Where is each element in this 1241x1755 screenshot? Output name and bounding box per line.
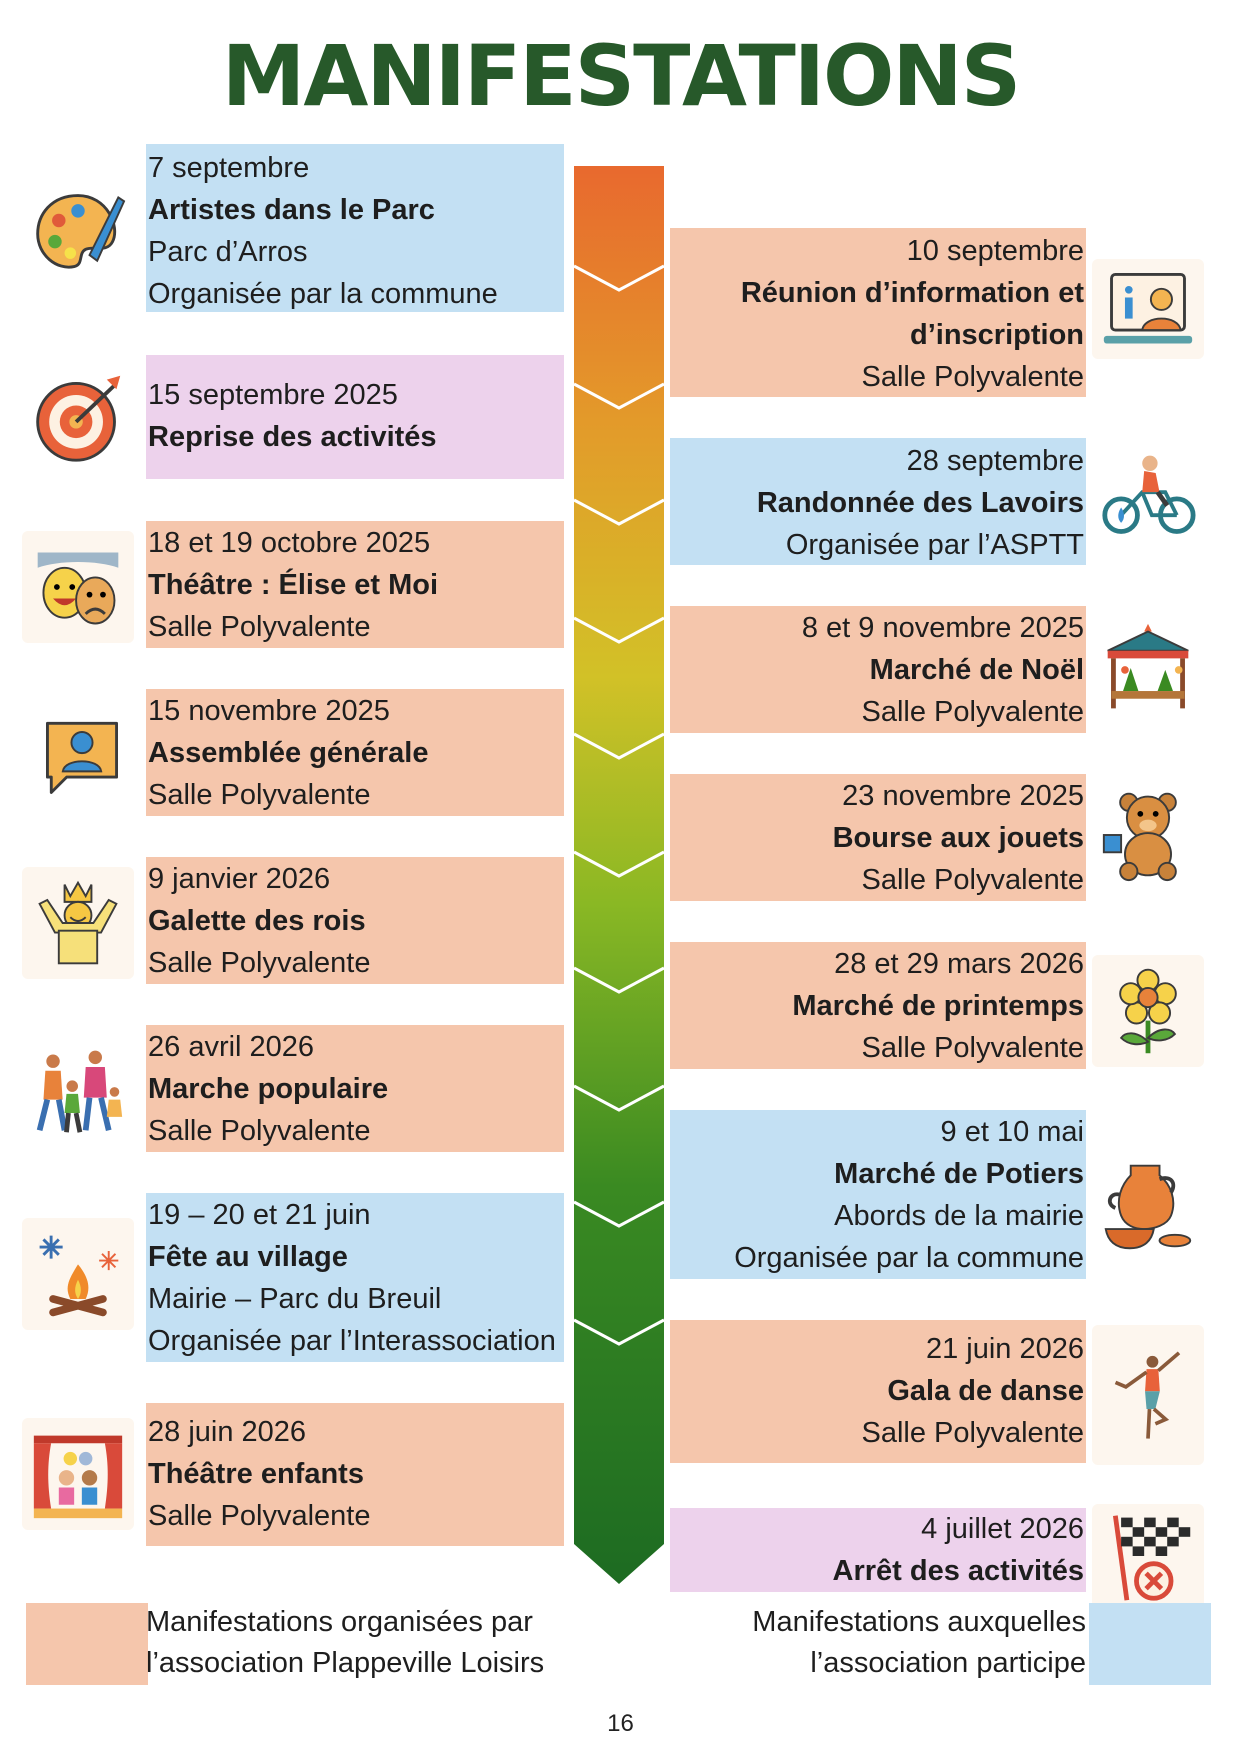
flower-icon <box>1092 955 1204 1067</box>
legend-organised-line-2: l’association Plappeville Loisirs <box>146 1647 545 1679</box>
legend-participates <box>752 1602 1086 1684</box>
event-place: Salle Polyvalente <box>148 1115 371 1147</box>
event-name: Randonnée des Lavoirs <box>756 487 1084 519</box>
page-number: 16 <box>607 1710 634 1737</box>
theatre-masks-icon <box>22 531 134 643</box>
event-place: Salle Polyvalente <box>148 947 371 979</box>
event-date: 15 septembre 2025 <box>148 379 398 411</box>
event-name: Artistes dans le Parc <box>148 194 435 226</box>
event-organiser: Organisée par l’ASPTT <box>785 529 1084 561</box>
event-place: Salle Polyvalente <box>148 779 371 811</box>
event-name: Arrêt des activités <box>832 1555 1084 1587</box>
event-marche-populaire <box>146 1025 564 1152</box>
event-theatre-enfants <box>146 1403 564 1546</box>
legend-organised <box>146 1602 544 1684</box>
event-date: 28 et 29 mars 2026 <box>834 948 1084 980</box>
event-randonnee-des-lavoirs <box>670 438 1086 565</box>
event-marche-de-printemps <box>670 942 1086 1069</box>
page-title: MANIFESTATIONS <box>221 27 1020 125</box>
family-walk-icon <box>22 1034 134 1146</box>
event-name-line-2: d’inscription <box>910 319 1084 351</box>
event-name: Marché de printemps <box>792 990 1084 1022</box>
event-date: 21 juin 2026 <box>925 1333 1084 1365</box>
event-date: 4 juillet 2026 <box>921 1513 1084 1545</box>
event-date: 28 septembre <box>906 445 1084 477</box>
legend-swatch-participates <box>1089 1603 1211 1685</box>
event-organiser: Organisée par la commune <box>148 278 498 310</box>
teddy-bear-icon <box>1092 779 1204 891</box>
event-name-line-1: Réunion d’information et <box>740 277 1084 309</box>
event-date: 18 et 19 octobre 2025 <box>148 527 431 559</box>
event-organiser: Organisée par l’Interassociation <box>148 1325 556 1357</box>
event-name: Bourse aux jouets <box>832 822 1084 854</box>
christmas-stall-icon <box>1092 612 1204 724</box>
event-artistes-dans-le-parc <box>146 144 564 312</box>
event-name: Assemblée générale <box>148 737 429 769</box>
event-place: Salle Polyvalente <box>861 864 1084 896</box>
pottery-vase-icon <box>1092 1150 1204 1262</box>
event-date: 28 juin 2026 <box>148 1416 307 1448</box>
event-place: Salle Polyvalente <box>148 1500 371 1532</box>
event-gala-de-danse <box>670 1320 1086 1463</box>
event-place: Salle Polyvalente <box>861 1032 1084 1064</box>
event-date: 9 et 10 mai <box>940 1116 1084 1148</box>
event-name: Marché de Potiers <box>834 1158 1084 1190</box>
king-crown-icon <box>22 867 134 979</box>
event-name: Galette des rois <box>148 905 366 937</box>
event-galette-des-rois <box>146 857 564 984</box>
children-stage-icon <box>22 1418 134 1530</box>
event-name: Marche populaire <box>148 1073 389 1105</box>
event-reunion-information <box>670 228 1086 397</box>
legend-organised-line-1: Manifestations organisées par <box>146 1606 533 1638</box>
cyclist-icon <box>1092 440 1204 552</box>
palette-icon <box>22 176 134 288</box>
event-assemblee-generale <box>146 689 564 816</box>
user-chat-icon <box>26 700 138 812</box>
event-fete-au-village <box>146 1193 564 1362</box>
event-name: Marché de Noël <box>869 654 1084 686</box>
event-place: Parc d’Arros <box>148 236 308 268</box>
event-date: 19 – 20 et 21 juin <box>148 1199 371 1231</box>
event-place: Mairie – Parc du Breuil <box>148 1283 442 1315</box>
event-theatre-elise-et-moi <box>146 521 564 648</box>
event-arret-des-activites <box>670 1508 1086 1592</box>
event-place: Salle Polyvalente <box>861 361 1084 393</box>
legend-participates-line-2: l’association participe <box>810 1647 1086 1679</box>
timeline-arrow <box>570 166 668 1586</box>
event-bourse-aux-jouets <box>670 774 1086 901</box>
event-place: Salle Polyvalente <box>861 1417 1084 1449</box>
event-name: Reprise des activités <box>148 421 437 453</box>
event-marche-de-potiers <box>670 1110 1086 1279</box>
event-name: Théâtre enfants <box>148 1458 364 1490</box>
event-name: Fête au village <box>148 1241 348 1273</box>
dancer-icon <box>1092 1325 1204 1465</box>
event-place: Salle Polyvalente <box>148 611 371 643</box>
event-name: Gala de danse <box>887 1375 1084 1407</box>
event-place: Salle Polyvalente <box>861 696 1084 728</box>
info-presenter-icon <box>1092 259 1204 359</box>
target-icon <box>22 362 134 474</box>
campfire-fireworks-icon <box>22 1218 134 1330</box>
checkered-flag-stop-icon <box>1092 1504 1204 1608</box>
legend-swatch-organised <box>26 1603 148 1685</box>
event-reprise-des-activites <box>146 355 564 479</box>
event-organiser: Organisée par la commune <box>734 1242 1084 1274</box>
event-date: 9 janvier 2026 <box>148 863 331 895</box>
event-date: 26 avril 2026 <box>148 1031 315 1063</box>
event-date: 8 et 9 novembre 2025 <box>801 612 1084 644</box>
event-date: 7 septembre <box>148 152 310 184</box>
legend-participates-line-1: Manifestations auxquelles <box>752 1606 1086 1638</box>
event-name: Théâtre : Élise et Moi <box>148 569 439 601</box>
event-date: 10 septembre <box>906 235 1084 267</box>
event-date: 15 novembre 2025 <box>148 695 390 727</box>
event-date: 23 novembre 2025 <box>842 780 1084 812</box>
event-place: Abords de la mairie <box>834 1200 1084 1232</box>
event-marche-de-noel <box>670 606 1086 733</box>
